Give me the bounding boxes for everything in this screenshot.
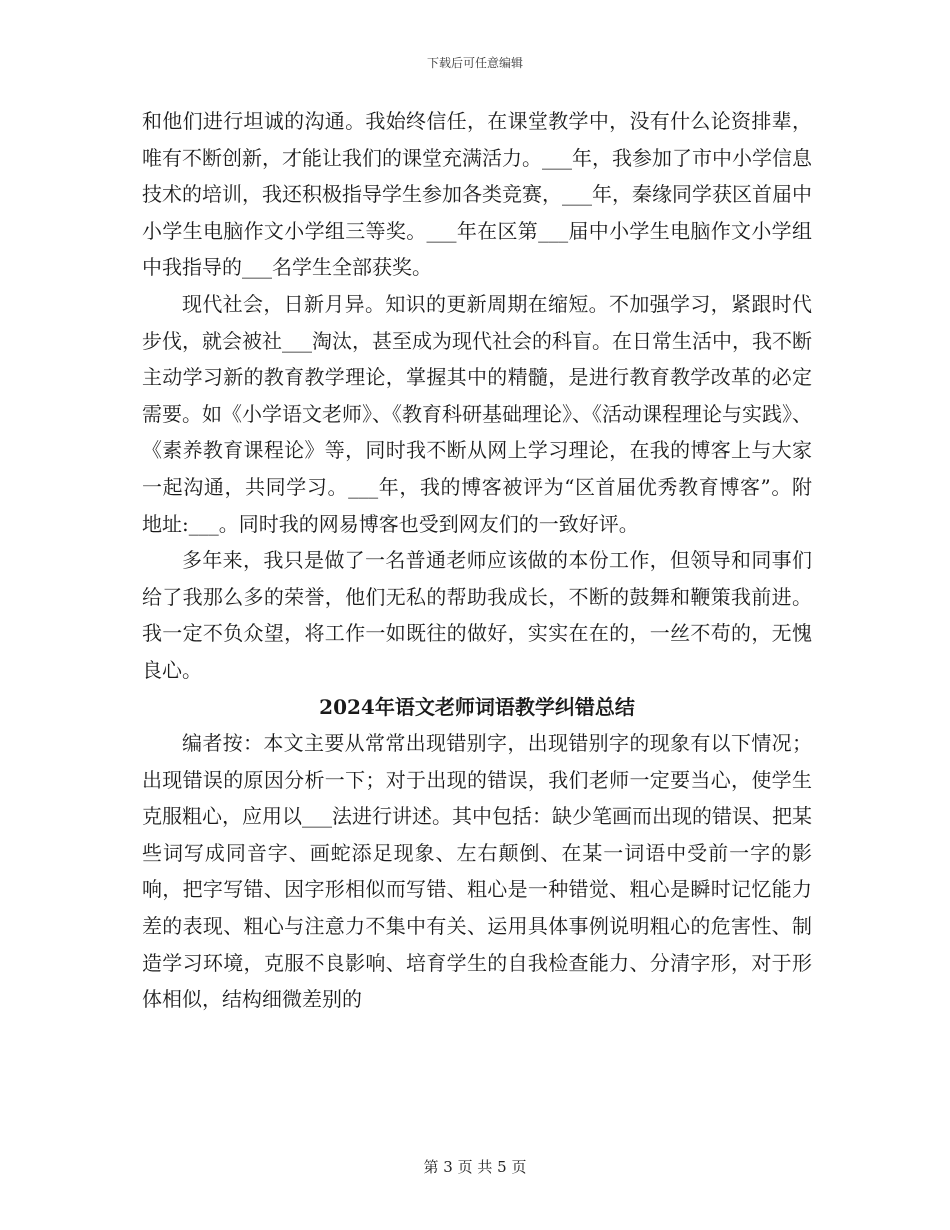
paragraph-2: 现代社会，日新月异。知识的更新周期在缩短。不加强学习，紧跟时代步伐，就会被社___淘汰，甚至成为现代社会的科盲。在日常生活中，我不断主动学习新的教育教学理论，掌握其中的精髓，是进行教育教学改革的必定需要。如《小学语文老师》、《教育科研基础理论》、《活动课程理论与实践》、《素养教育课程论》等，同时我不断从网上学习理论，在我的博客上与大家一起沟通，共同学习。___年，我的博客被评为“区首届优秀教育博客”。附地址:___。同时我的网易博客也受到网友们的一致好评。	[142, 291, 812, 536]
page-header: 下载后可任意编辑	[426, 56, 523, 70]
page-footer: 第 3 页 共 5 页	[423, 1158, 527, 1176]
section-title: 2024年语文老师词语教学纠错总结	[319, 694, 635, 719]
document-body	[142, 103, 812, 1018]
section-paragraph: 编者按：本文主要从常常出现错别字，出现错别字的现象有以下情况；出现错误的原因分析一下；对于出现的错误，我们老师一定要当心，使学生克服粗心，应用以___法进行讲述。其中包括：缺少笔画而出现的错误、把某些词写成同音字、画蛇添足现象、左右颠倒、在某一词语中受前一字的影响，把字写错、因字形相似而写错、粗心是一种错觉、粗心是瞬时记忆能力差的表现、粗心与注意力不集中有关、运用具体事例说明粗心的危害性、制造学习环境，克服不良影响、培育学生的自我检查能力、分清字形，对于形体相似，结构细微差别的	[142, 731, 812, 1012]
paragraph-1: 和他们进行坦诚的沟通。我始终信任，在课堂教学中，没有什么论资排辈，唯有不断创新，才能让我们的课堂充满活力。___年，我参加了市中小学信息技术的培训，我还积极指导学生参加各类竞赛，___年，秦缘同学获区首届中小学生电脑作文小学组三等奖。___年在区第___届中小学生电脑作文小学组中我指导的___名学生全部获奖。	[142, 109, 812, 280]
paragraph-3: 多年来，我只是做了一名普通老师应该做的本份工作，但领导和同事们给了我那么多的荣誉，他们无私的帮助我成长，不断的鼓舞和鞭策我前进。我一定不负众望，将工作一如既往的做好，实实在在的，一丝不苟的，无愧良心。	[142, 548, 812, 682]
